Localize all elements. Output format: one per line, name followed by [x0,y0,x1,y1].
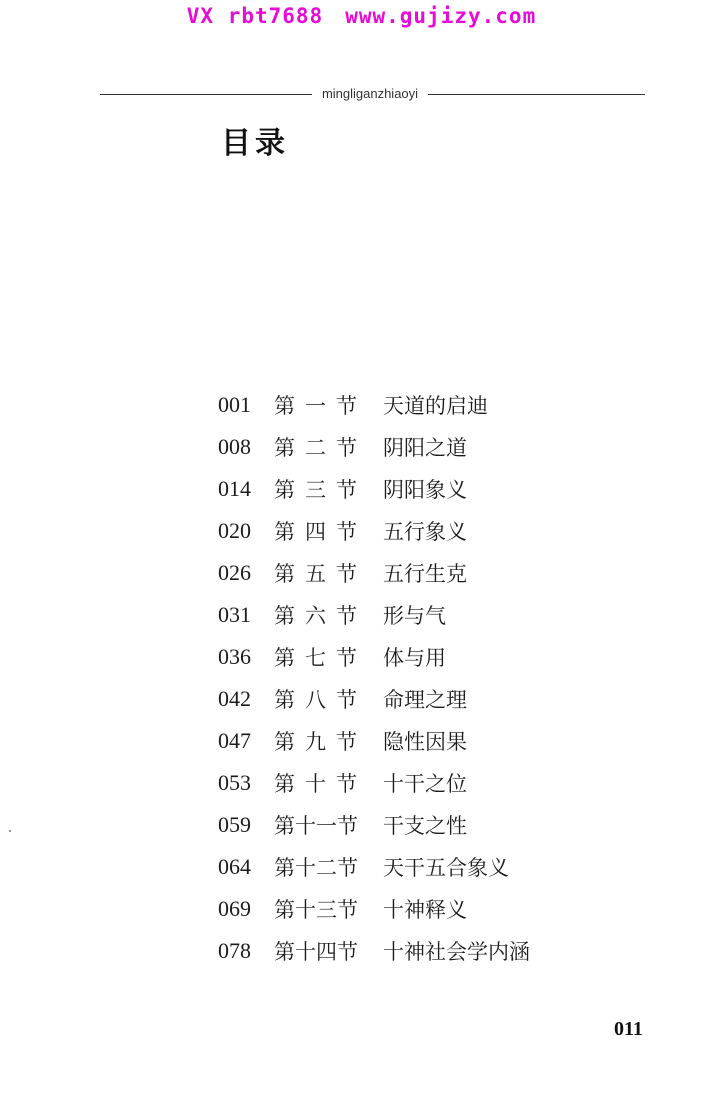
toc-entry-page: 026 [218,560,251,585]
watermark-contact: VX rbt7688 [186,4,324,28]
toc-entry-title: 干支之性 [383,814,467,838]
toc-entry-page: 069 [218,896,251,921]
toc-entry-section: 第六节 [274,604,367,628]
toc-entry-section: 第八节 [274,688,367,712]
toc-entry-section: 第四节 [274,520,367,544]
toc-entry[interactable] [218,468,530,510]
toc-entry-page: 001 [218,392,251,417]
toc-entry[interactable] [218,804,530,846]
running-head [100,86,645,102]
toc-entry[interactable] [218,720,530,762]
toc-entry-section: 第一节 [274,394,367,418]
toc-entry[interactable] [218,552,530,594]
toc-entry-section: 第十四节 [274,940,358,964]
toc-entry-page: 078 [218,938,251,963]
toc-entry-page: 014 [218,476,251,501]
toc-entry-title: 十干之位 [383,772,467,796]
toc-entry-section: 第二节 [274,436,367,460]
toc-entry-page: 042 [218,686,251,711]
toc-entry-page: 053 [218,770,251,795]
toc-entry-title: 天道的启迪 [383,394,488,418]
toc-entry-page: 031 [218,602,251,627]
toc-entry-section: 第三节 [274,478,367,502]
toc-entry-title: 阴阳象义 [383,478,467,502]
toc-entry[interactable] [218,510,530,552]
toc-entry-page: 059 [218,812,251,837]
toc-entry-title: 隐性因果 [383,730,467,754]
toc-entry-section: 第五节 [274,562,367,586]
toc-entry[interactable] [218,384,530,426]
toc-entry-title: 体与用 [383,646,446,670]
toc-entry[interactable] [218,846,530,888]
running-head-label: mingliganzhiaoyi [321,86,419,101]
toc-entry[interactable] [218,762,530,804]
scan-speck [9,830,11,832]
toc-entry-section: 第十三节 [274,898,358,922]
toc-entry-section: 第十一节 [274,814,358,838]
toc-entry[interactable] [218,594,530,636]
toc-entry-page: 020 [218,518,251,543]
toc-entry-title: 形与气 [383,604,446,628]
toc-entry-section: 第九节 [274,730,367,754]
toc-entry-page: 008 [218,434,251,459]
toc-entry-title: 五行象义 [383,520,467,544]
toc-entry[interactable] [218,636,530,678]
header-rule-left [100,94,312,95]
toc-entry-section: 第十节 [274,772,367,796]
header-rule-right [428,94,645,95]
toc-entry-page: 047 [218,728,251,753]
toc-entry[interactable] [218,426,530,468]
toc-entry-title: 阴阳之道 [383,436,467,460]
toc-entry-title: 十神社会学内涵 [383,940,530,964]
toc-entry-title: 命理之理 [383,688,467,712]
toc-entry[interactable] [218,888,530,930]
watermark [0,4,723,28]
toc-entry-section: 第七节 [274,646,367,670]
watermark-site: www.gujizy.com [345,4,537,28]
toc-entry[interactable] [218,678,530,720]
page-number: 011 [614,1018,643,1040]
toc-entry[interactable] [218,930,530,972]
toc-entry-section: 第十二节 [274,856,358,880]
toc-entry-page: 064 [218,854,251,879]
toc-list [218,384,530,972]
toc-entry-page: 036 [218,644,251,669]
toc-title: 目录 [221,126,289,161]
toc-entry-title: 天干五合象义 [383,856,509,880]
toc-entry-title: 十神释义 [383,898,467,922]
toc-entry-title: 五行生克 [383,562,467,586]
